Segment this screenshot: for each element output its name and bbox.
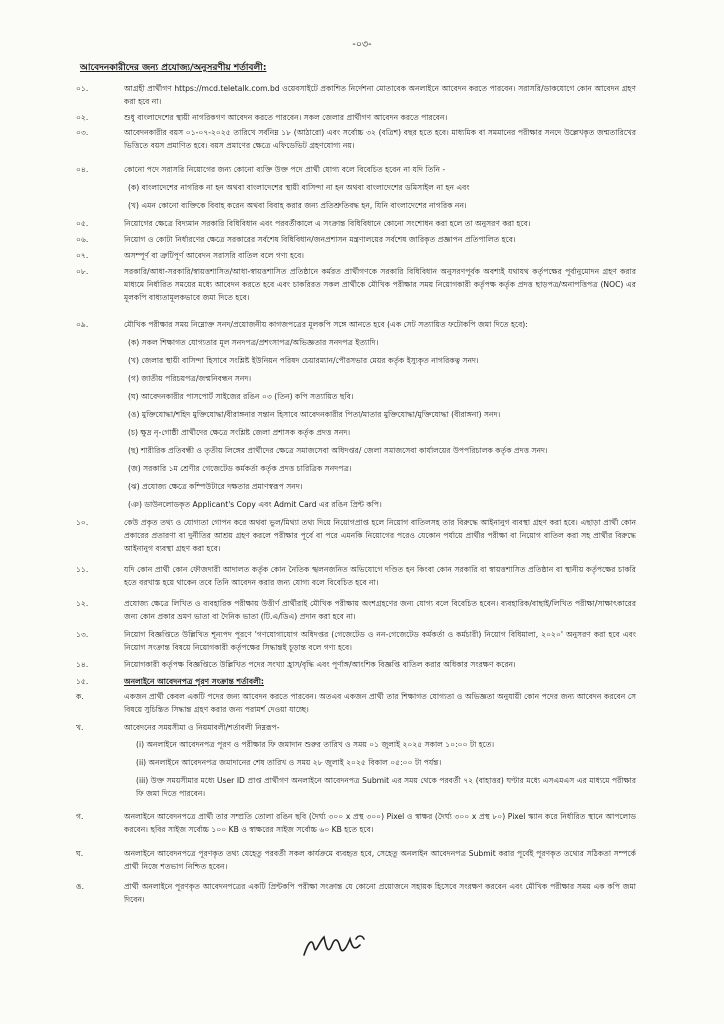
condition-item: ক. একজন প্রার্থী কেবল একটি পদের জন্য আবেদন করতে পারবেন। অতএব একজন প্রার্থী তার শিক্ষাগত যোগ্যতা ও অভিজ্ঞতা অনুযায়ী কোন পদের জন্য আবেদন করবেন সে বিষয়ে সুচিন্তিত সিদ্ধান্ত গ্রহণ করার জন্য পরামর্শ দেওয়া যাচ্ছে।	[76, 692, 636, 714]
condition-item: ১৩. নিয়োগ বিজ্ঞপ্তিতে উল্লিখিত শূন্যপদ পূরণে 'গণযোগাযোগ অধিদপ্তর (গেজেটেড ও নন-গেজেটেড কর্মকর্তা ও কর্মচারী) নিয়োগ বিধিমালা, ২০২০' অনুসরণ করা হবে এবং নিয়োগ সংক্রান্ত বিষয়ে নিয়োগকারী কর্তৃপক্ষের সিদ্ধান্তই চূড়ান্ত বলে গণ্য হবে।	[76, 630, 636, 652]
condition-subitem: (ঙ) মুক্তিযোদ্ধা/শহিদ মুক্তিযোদ্ধা/বীরাঙ্গনার সন্তান হিসাবে আবেদনকারীর পিতা/মাতার মুক্তিযোদ্ধা/মুক্তিযোদ্ধা (বীরাঙ্গনা) সনদ।	[128, 410, 501, 419]
condition-subitem: (খ) জেলার স্থায়ী বাসিন্দা হিসাবে সংশ্লিষ্ট ইউনিয়ন পরিষদ চেয়ারম্যান/পৌরসভার মেয়র কর্তৃক ইস্যুকৃত নাগরিকত্ব সনদ।	[128, 356, 479, 365]
condition-item: ১০. কেউ প্রকৃত তথ্য ও যোগ্যতা গোপন করে অথবা ভুল/মিথ্যা তথ্য দিয়ে নিয়োগপ্রাপ্ত হলে নিয়োগ বাতিলসহ তার বিরুদ্ধে আইনানুগ ব্যবস্থা গ্রহণ করা হবে। এছাড়া প্রার্থী কোন প্রকারের প্রতারণা বা দুর্নীতির আশ্রয় গ্রহণ করলে পরীক্ষার পূর্বে বা পরে এমনকি নিয়োগের পরেও যেকোন পর্যায়ে প্রার্থীর পরীক্ষা বা নিয়োগ বাতিল করা সহ প্রার্থীর বিরুদ্ধে আইনানুগ ব্যবস্থা গ্রহণ করা হবে।	[76, 518, 636, 553]
condition-subitem: (ক) বাংলাদেশের নাগরিক না হন অথবা বাংলাদেশের স্থায়ী বাসিন্দা না হন অথবা বাংলাদেশের ডমিসাইল না হন এবং	[128, 183, 470, 192]
condition-item: ০১. আগ্রহী প্রার্থীগণ https://mcd.teletalk.com.bd ওয়েবসাইটে প্রকাশিত নির্দেশনা মোতাবেক অনলাইনে আবেদন করতে পারবেন। সরাসরি/ডাকযোগে কোন আবেদন গ্রহণ করা হবে না।	[76, 84, 636, 106]
online-conditions-heading: ১৫. অনলাইনে আবেদনপত্র পূরণ সংক্রান্ত শর্তাবলী:	[76, 677, 264, 686]
condition-subitem: (ক) সকল শিক্ষাগত যোগ্যতার মূল সনদপত্র/প্রশংসাপত্র/অভিজ্ঞতার সনদপত্র ইত্যাদি।	[128, 338, 379, 347]
condition-subitem: (ছ) শারীরিক প্রতিবন্ধী ও তৃতীয় লিঙ্গের প্রার্থীদের ক্ষেত্রে সমাজসেবা অধিদপ্তর/ জেলা সমাজসেবা কার্যালয়ের উপপরিচালক কর্তৃক প্রদত্ত সনদ।	[128, 446, 548, 455]
condition-item: ০৭. অসম্পূর্ণ বা ত্রুটিপূর্ণ আবেদন সরাসরি বাতিল বলে গণ্য হবে।	[76, 251, 305, 260]
condition-item: ১১. যদি কোন প্রার্থী কোন ফৌজদারী আদালত কর্তৃক কোন নৈতিক স্খলনজনিত অভিযোগে দণ্ডিত হন কিংবা কোন সরকারি বা স্বায়ত্তশাসিত প্রতিষ্ঠান বা স্থানীয় কর্তৃপক্ষের চাকরি হতে বরখাস্ত হয়ে থাকেন তবে তিনি আবেদন করার জন্য যোগ্য বলে বিবেচিত হবে না।	[76, 565, 636, 587]
condition-item: ঙ. প্রার্থী অনলাইনে পূরণকৃত আবেদনপত্রের একটি প্রিন্টকপি পরীক্ষা সংক্রান্ত যে কোনো প্রয়োজনে সহায়ক হিসেবে সংরক্ষণ করবেন এবং মৌখিক পরীক্ষার সময় এক কপি জমা দিবেন।	[76, 882, 636, 904]
condition-subitem: (খ) এমন কোনো ব্যক্তিকে বিবাহ করেন অথবা বিবাহ করার জন্য প্রতিশ্রুতিবদ্ধ হন, যিনি বাংলাদেশের নাগরিক নন।	[128, 201, 467, 210]
condition-item: ০৮. সরকারি/আধা-সরকারি/স্বায়ত্তশাসিত/আধা-স্বায়ত্তশাসিত প্রতিষ্ঠানে কর্মরত প্রার্থীগণকে সরকারি বিধিবিধান অনুসরণপূর্বক অবশ্যই যথাযথ কর্তৃপক্ষের পূর্বানুমোদন গ্রহণ করার মাধ্যমে নির্ধারিত সময়ের মধ্যে আবেদন করতে হবে এবং চাকরিরত সকল প্রার্থীকে মৌখিক পরীক্ষার সময় নিয়োগকারী কর্তৃপক্ষ কর্তৃক প্রদত্ত ছাড়পত্র/অনাপত্তিপত্র (NOC) এর মূলকপি বাধ্যতামূলকভাবে জমা দিতে হবে।	[76, 267, 636, 302]
condition-subitem: (ঘ) আবেদনকারীর পাসপোর্ট সাইজের রঙিন ০৩ (তিন) কপি সত্যায়িত ছবি।	[128, 392, 354, 401]
signature	[300, 925, 370, 965]
condition-item: ০৬. নিয়োগ ও কোটা নির্ধারণের ক্ষেত্রে সরকারের সর্বশেষ বিধিবিধান/জনপ্রশাসন মন্ত্রণালয়ের সর্বশেষ জারিকৃত প্রজ্ঞাপন প্রতিপালিত হবে।	[76, 235, 516, 244]
condition-item: ০৩. আবেদনকারীর বয়স ০১-০৭-২০২৫ তারিখে সর্বনিম্ন ১৮ (আঠারো) এবং সর্বোচ্চ ৩২ (বত্রিশ) বছর হতে হবে। মাধ্যমিক বা সমমানের পরীক্ষার সনদে উল্লেখকৃত জন্মতারিখের ভিত্তিতে বয়স প্রমাণিত হবে। বয়স প্রমাণের ক্ষেত্রে এফিডেভিট গ্রহণযোগ্য নয়।	[76, 128, 636, 150]
schedule-item: (i) অনলাইনে আবেদনপত্র পূরণ ও পরীক্ষার ফি জমাদান শুরুর তারিখ ও সময় ০১ জুলাই ২০২৫ সকাল ১০:০০ টা হতে।	[136, 740, 495, 749]
condition-subitem: (জ) সরকারি ১ম শ্রেণীর গেজেটেড কর্মকর্তা কর্তৃক প্রদত্ত চারিত্রিক সনদপত্র।	[128, 464, 352, 473]
condition-subitem: (গ) জাতীয় পরিচয়পত্র/জন্মনিবন্ধন সনদ।	[128, 374, 252, 383]
condition-item: খ. আবেদনের সময়সীমা ও নিয়মাবলী/শর্তাবলী নিম্নরূপ-	[76, 723, 280, 732]
condition-item: গ. অনলাইনে আবেদনপত্রে প্রার্থী তার সম্প্রতি তোলা রঙিন ছবি (দৈর্ঘ্য ৩০০ x প্রস্থ ৩০০) Pixel ও স্বাক্ষর (দৈর্ঘ্য ৩০০ x প্রস্থ ৮০) Pixel স্ক্যান করে নির্ধারিত স্থানে আপলোড করবেন। ছবির সাইজ সর্বোচ্চ ১০০ KB ও স্বাক্ষরের সাইজ সর্বোচ্চ ৬০ KB হতে হবে।	[76, 812, 636, 834]
condition-item: ০৯. মৌখিক পরীক্ষার সময় নিম্নোক্ত সনদ/প্রয়োজনীয় কাগজপত্রের মূলকপি সঙ্গে আনতে হবে (এক সেট সত্যায়িত ফটোকপি জমা দিতে হবে):	[76, 320, 528, 329]
condition-item: ঘ. অনলাইনে আবেদনপত্রে পূরণকৃত তথ্য যেহেতু পরবর্তী সকল কার্যক্রমে ব্যবহৃত হবে, সেহেতু অনলাইন আবেদনপত্র Submit করার পূর্বেই পূরণকৃত তথ্যের সঠিকতা সম্পর্কে প্রার্থী নিজে শতভাগ নিশ্চিত হবেন।	[76, 849, 636, 871]
page-number: -০৩-	[352, 39, 372, 50]
conditions-heading: আবেদনকারীদের জন্য প্রযোজ্য/অনুসরণীয় শর্তাবলী:	[80, 63, 267, 73]
condition-item: ০৪. কোনো পদে সরাসরি নিয়োগের জন্য কোনো ব্যক্তি উক্ত পদে প্রার্থী যোগ্য বলে বিবেচিত হবেন না যদি তিনি -	[76, 165, 446, 174]
schedule-item: (ii) অনলাইনে আবেদনপত্র জমাদানের শেষ তারিখ ও সময় ২৮ জুলাই ২০২৫ বিকাল ০৫:০০ টা পর্যন্ত।	[136, 758, 442, 767]
schedule-item: (iii) উক্ত সময়সীমার মধ্যে User ID প্রাপ্ত প্রার্থীগণ অনলাইনে আবেদনপত্র Submit এর সময় থেকে পরবর্তী ৭২ (বাহাত্তর) ঘণ্টার মধ্যে এসএমএস এর মাধ্যমে পরীক্ষার ফি জমা দিতে পারবেন।	[136, 776, 636, 798]
condition-item: ১২. প্রযোজ্য ক্ষেত্রে লিখিত ও ব্যবহারিক পরীক্ষায় উত্তীর্ণ প্রার্থীরাই মৌখিক পরীক্ষায় অংশগ্রহণের জন্য যোগ্য বলে বিবেচিত হবেন। ব্যবহারিক/বাছাই/লিখিত পরীক্ষা/সাক্ষাৎকারের জন্য কোন প্রকার ভ্রমণ ভাতা বা দৈনিক ভাতা (টি.এ/ডিএ) প্রদান করা হবে না।	[76, 599, 636, 621]
condition-item: ১৪. নিয়োগকারী কর্তৃপক্ষ বিজ্ঞপ্তিতে উল্লিখিত পদের সংখ্যা হ্রাস/বৃদ্ধি এবং পূর্ণাঙ্গ/আংশিক বিজ্ঞপ্তি বাতিল করার অধিকার সংরক্ষণ করেন।	[76, 660, 516, 669]
condition-subitem: (ঞ) ডাউনলোডকৃত Applicant's Copy এবং Admit Card এর রঙিন প্রিন্ট কপি।	[128, 500, 382, 509]
condition-item: ০৫. নিয়োগের ক্ষেত্রে বিদ্যমান সরকারি বিধিবিধান এবং পরবর্তীকালে এ সংক্রান্ত বিধিবিধানে কোনো সংশোধন করা হলে তা অনুসরণ করা হবে।	[76, 219, 531, 228]
condition-subitem: (চ) ক্ষুদ্র নৃ-গোষ্ঠী প্রার্থীদের ক্ষেত্রে সংশ্লিষ্ট জেলা প্রশাসক কর্তৃক প্রদত্ত সনদ।	[128, 428, 351, 437]
condition-subitem: (ঝ) প্রযোজ্য ক্ষেত্রে কম্পিউটারে দক্ষতার প্রমাণস্বরূপ সনদ।	[128, 482, 303, 491]
condition-item: ০২. শুধু বাংলাদেশের স্থায়ী নাগরিকগণ আবেদন করতে পারবেন। সকল জেলার প্রার্থীগণ আবেদন করতে পারবেন।	[76, 113, 448, 122]
